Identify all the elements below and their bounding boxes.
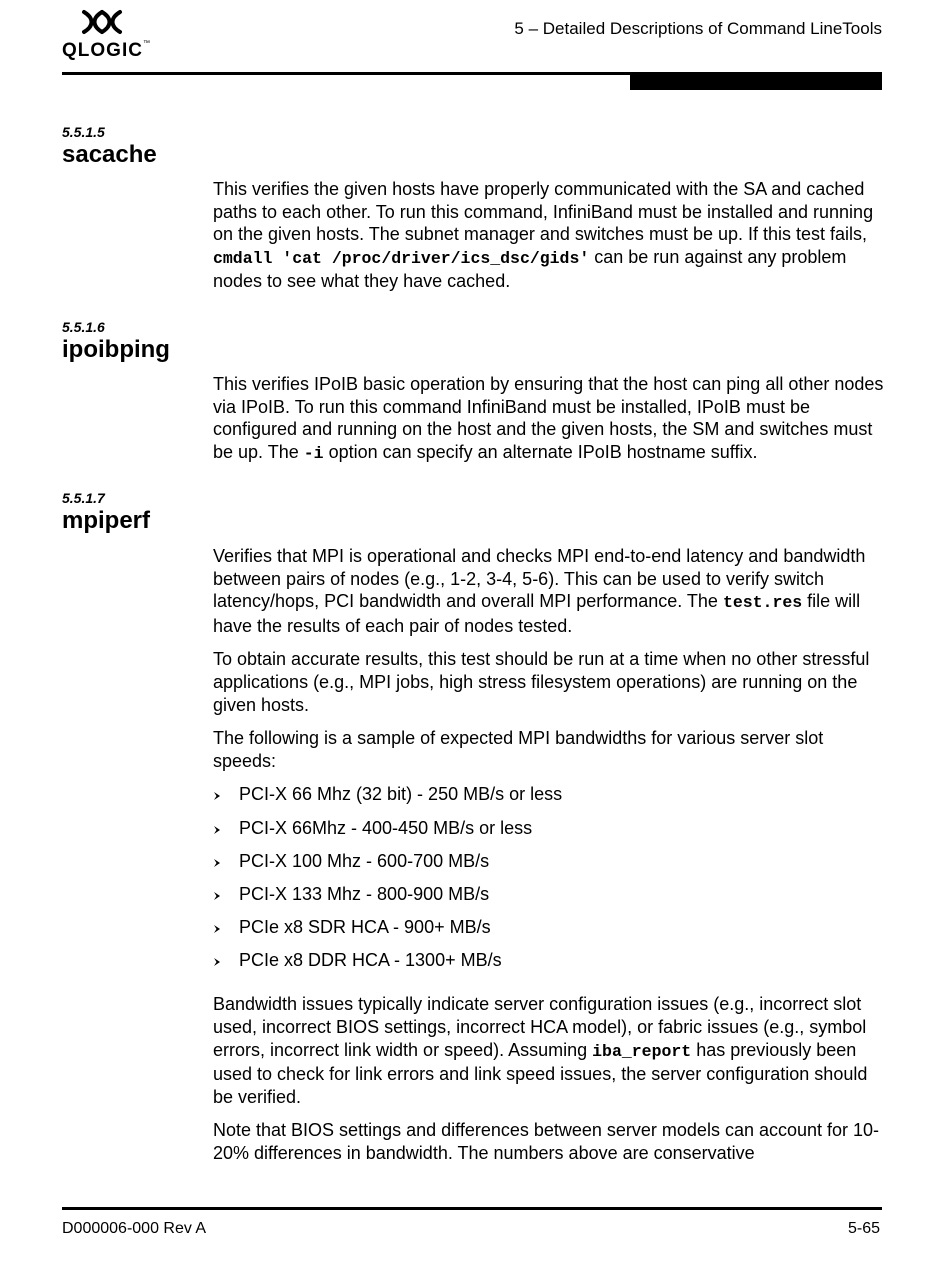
paragraph: To obtain accurate results, this test should be run at a time when no other stressful applications (e.g., MPI jobs, high stress filesystem operations) are running on the given hosts. — [213, 649, 870, 715]
arrow-bullet-icon — [213, 924, 223, 934]
section-body-sacache — [213, 178, 885, 304]
header-bar — [630, 72, 882, 90]
section-heading-sacache — [62, 124, 882, 169]
paragraph-text: file will have the results of each pair of nodes tested. — [213, 591, 861, 636]
section-body-mpiperf — [213, 545, 885, 1176]
arrow-bullet-icon — [213, 791, 223, 801]
section-heading-ipoibping — [62, 319, 882, 364]
list-item — [213, 916, 885, 949]
section-title: mpiperf — [62, 507, 151, 534]
list-item — [213, 783, 885, 816]
paragraph: Note that BIOS settings and differences between server models can account for 10-20% differences in bandwidth. The numbers above are conservative — [213, 1120, 880, 1164]
qlogic-logo — [62, 8, 152, 64]
logo-text: QLOGIC — [62, 40, 143, 61]
list-item — [213, 817, 885, 850]
arrow-bullet-icon — [213, 825, 223, 835]
inline-code: iba_report — [592, 1041, 692, 1061]
inline-code: -i — [303, 443, 324, 463]
paragraph: The following is a sample of expected MPI bandwidths for various server slot speeds: — [213, 728, 824, 771]
paragraph-text: Verifies that MPI is operational and checks MPI end-to-end latency and bandwidth between pairs of nodes (e.g., 1-2, 3-4, 5-6). This can be used to verify switch latency/hops, PCI bandwidth and overall MPI performance. The — [213, 546, 866, 612]
list-item-text: PCI-X 100 Mhz - 600-700 MB/s — [239, 850, 490, 871]
list-item-text: PCIe x8 SDR HCA - 900+ MB/s — [239, 917, 491, 938]
paragraph-text: Bandwidth issues typically indicate server configuration issues (e.g., incorrect slot used, incorrect BIOS settings, incorrect HCA model), or fabric issues (e.g., symbol errors, incorrect link width or speed). Assuming — [213, 994, 867, 1060]
section-title: sacache — [62, 141, 157, 168]
arrow-bullet-icon — [213, 957, 223, 967]
paragraph-text: option can specify an alternate IPoIB hostname suffix. — [323, 441, 758, 462]
paragraph-text: This verifies the given hosts have properly communicated with the SA and cached paths to each other. To run this command, InfiniBand must be installed and running on the given hosts. The subnet manager and switches must be up. If this test fails, — [213, 179, 874, 245]
paragraph-text: has previously been used to check for link errors and link speed issues, the server configuration should be verified. — [213, 1039, 868, 1107]
list-item-text: PCI-X 133 Mhz - 800-900 MB/s — [239, 883, 490, 904]
page-number: 5-65 — [847, 1220, 880, 1237]
section-number: 5.5.1.5 — [62, 124, 105, 140]
footer-rule — [62, 1207, 882, 1210]
section-title: ipoibping — [62, 336, 170, 363]
list-item-text: PCI-X 66Mhz - 400-450 MB/s or less — [239, 817, 533, 838]
document-id: D000006-000 Rev A — [62, 1220, 207, 1237]
paragraph — [213, 993, 885, 1108]
paragraph — [213, 373, 885, 465]
section-number: 5.5.1.7 — [62, 490, 105, 506]
chapter-title: 5 – Detailed Descriptions of Command LineTools — [514, 19, 882, 38]
paragraph — [213, 545, 885, 637]
inline-code: cmdall 'cat /proc/driver/ics_dsc/gids' — [213, 248, 590, 268]
logo-trademark: ™ — [142, 40, 151, 47]
list-item — [213, 949, 885, 982]
inline-code: test.res — [722, 593, 803, 613]
arrow-bullet-icon — [213, 858, 223, 868]
section-number: 5.5.1.6 — [62, 319, 105, 335]
bandwidth-list — [213, 783, 885, 982]
section-body-ipoibping — [213, 373, 885, 476]
list-item — [213, 883, 885, 916]
paragraph-text: This verifies IPoIB basic operation by ensuring that the host can ping all other nodes via IPoIB. To run this command InfiniBand must be installed, IPoIB must be configured and running on the host and the given hosts, the SM and switches must be up. The — [213, 374, 884, 462]
list-item-text: PCIe x8 DDR HCA - 1300+ MB/s — [239, 950, 502, 971]
paragraph-text: can be run against any problem nodes to see what they have cached. — [213, 246, 847, 292]
section-heading-mpiperf — [62, 490, 882, 535]
list-item-text: PCI-X 66 Mhz (32 bit) - 250 MB/s or less — [239, 784, 563, 805]
list-item — [213, 850, 885, 883]
paragraph — [213, 178, 885, 293]
arrow-bullet-icon — [213, 891, 223, 901]
logo-wordmark — [62, 40, 151, 62]
qlogic-logo-icon — [80, 8, 124, 36]
